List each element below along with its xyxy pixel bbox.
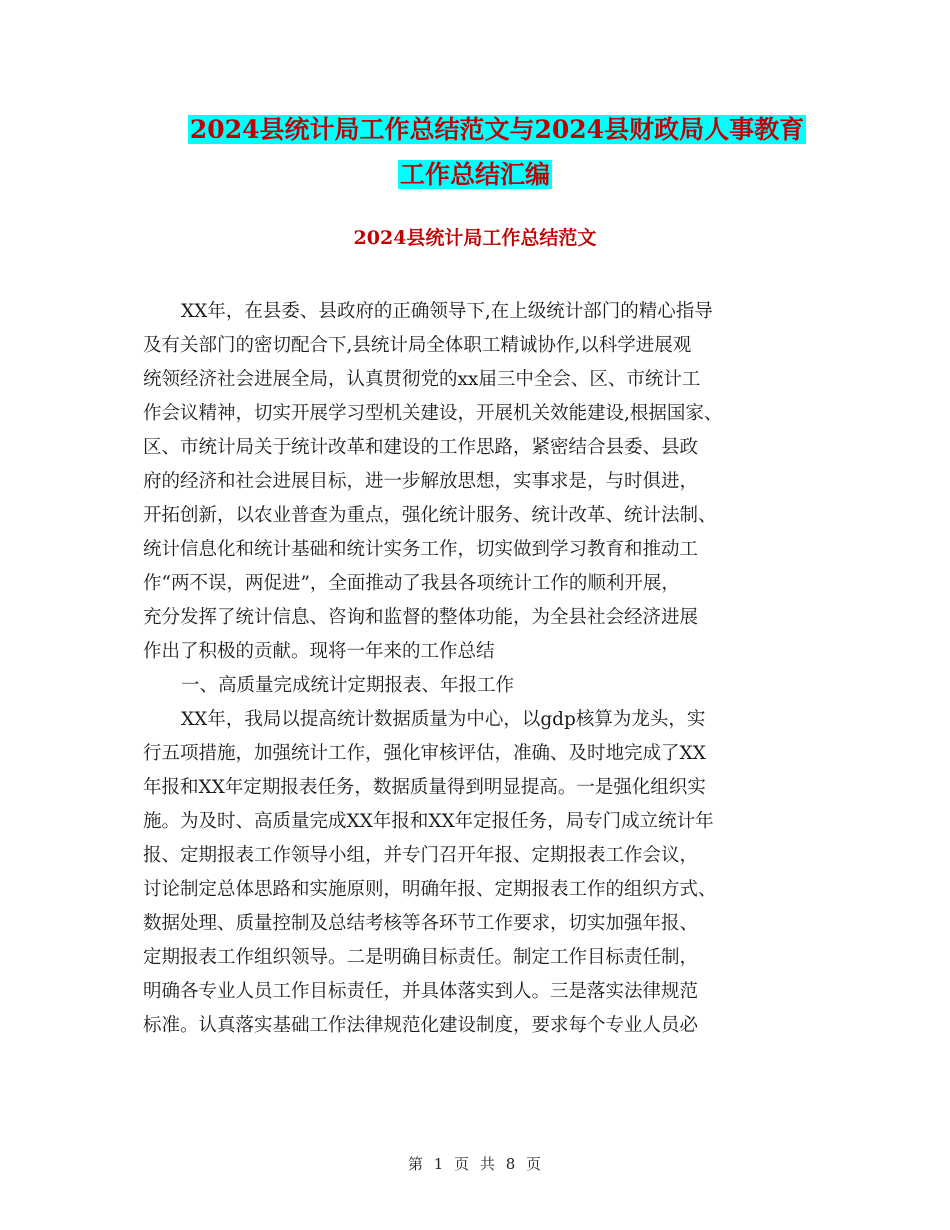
document-title-line-1: [22, 111, 950, 149]
body-text: [143, 295, 823, 1043]
paragraph-line: 数据处理、质量控制及总结考核等各环节工作要求，切实加强年报、: [143, 913, 699, 934]
paragraph-line: 充分发挥了统计信息、咨询和监督的整体功能，为全县社会经济进展: [143, 607, 699, 628]
paragraph-line: 开拓创新，以农业普查为重点，强化统计服务、统计改革、统计法制、: [143, 505, 717, 526]
paragraph-line: 统计信息化和统计基础和统计实务工作，切实做到学习教育和推动工: [143, 539, 699, 560]
paragraph-line: 作出了积极的贡献。现将一年来的工作总结: [143, 641, 495, 662]
title-highlight-1: 2024县统计局工作总结范文与2024县财政局人事教育: [189, 115, 805, 144]
paragraph-line: 行五项措施，加强统计工作，强化审核评估，准确、及时地完成了XX: [143, 743, 706, 764]
paragraph-line: 及有关部门的密切配合下,县统计局全体职工精诚协作,以科学进展观: [143, 335, 692, 356]
paragraph-line: 作会议精神，切实开展学习型机关建设，开展机关效能建设,根据国家、: [143, 403, 723, 424]
footer-page-number: 1: [433, 1155, 445, 1173]
title-highlight-2: 工作总结汇编: [399, 160, 550, 189]
footer-prefix: 第: [407, 1155, 424, 1173]
paragraph-line: XX年，在县委、县政府的正确领导下,在上级统计部门的精心指导: [181, 301, 713, 322]
paragraph-line: 年报和XX年定期报表任务，数据质量得到明显提高。一是强化组织实: [143, 777, 706, 798]
document-title-line-2: [0, 156, 950, 194]
footer-total-pages: 8: [505, 1155, 517, 1173]
paragraph-line: 标准。认真落实基础工作法律规范化建设制度，要求每个专业人员必: [143, 1015, 699, 1036]
footer-page-word: 页: [454, 1155, 471, 1173]
paragraph-line: 报、定期报表工作领导小组，并专门召开年报、定期报表工作会议，: [143, 845, 699, 866]
paragraph-line: XX年，我局以提高统计数据质量为中心，以gdp核算为龙头，实: [181, 709, 706, 730]
paragraph-line: 定期报表工作组织领导。二是明确目标责任。制定工作目标责任制，: [143, 947, 699, 968]
paragraph-line: 府的经济和社会进展目标，进一步解放思想，实事求是，与时俱进，: [143, 471, 699, 492]
paragraph-line: 施。为及时、高质量完成XX年报和XX年定报任务，局专门成立统计年: [143, 811, 714, 832]
page-footer: [0, 1153, 950, 1174]
paragraph-line: 作“两不误，两促进”，全面推动了我县各项统计工作的顺利开展，: [143, 573, 680, 594]
footer-suffix: 页: [526, 1155, 543, 1173]
paragraph-line: 讨论制定总体思路和实施原则，明确年报、定期报表工作的组织方式、: [143, 879, 717, 900]
section-heading: 2024县统计局工作总结范文: [353, 227, 597, 249]
paragraph-line: 统领经济社会进展全局，认真贯彻党的xx届三中全会、区、市统计工: [143, 369, 701, 390]
paragraph-line: 明确各专业人员工作目标责任，并具体落实到人。三是落实法律规范: [143, 981, 699, 1002]
paragraph-line: 区、市统计局关于统计改革和建设的工作思路，紧密结合县委、县政: [143, 437, 699, 458]
footer-total-word: 共: [479, 1155, 496, 1173]
section-subheading: 一、高质量完成统计定期报表、年报工作: [181, 675, 515, 696]
